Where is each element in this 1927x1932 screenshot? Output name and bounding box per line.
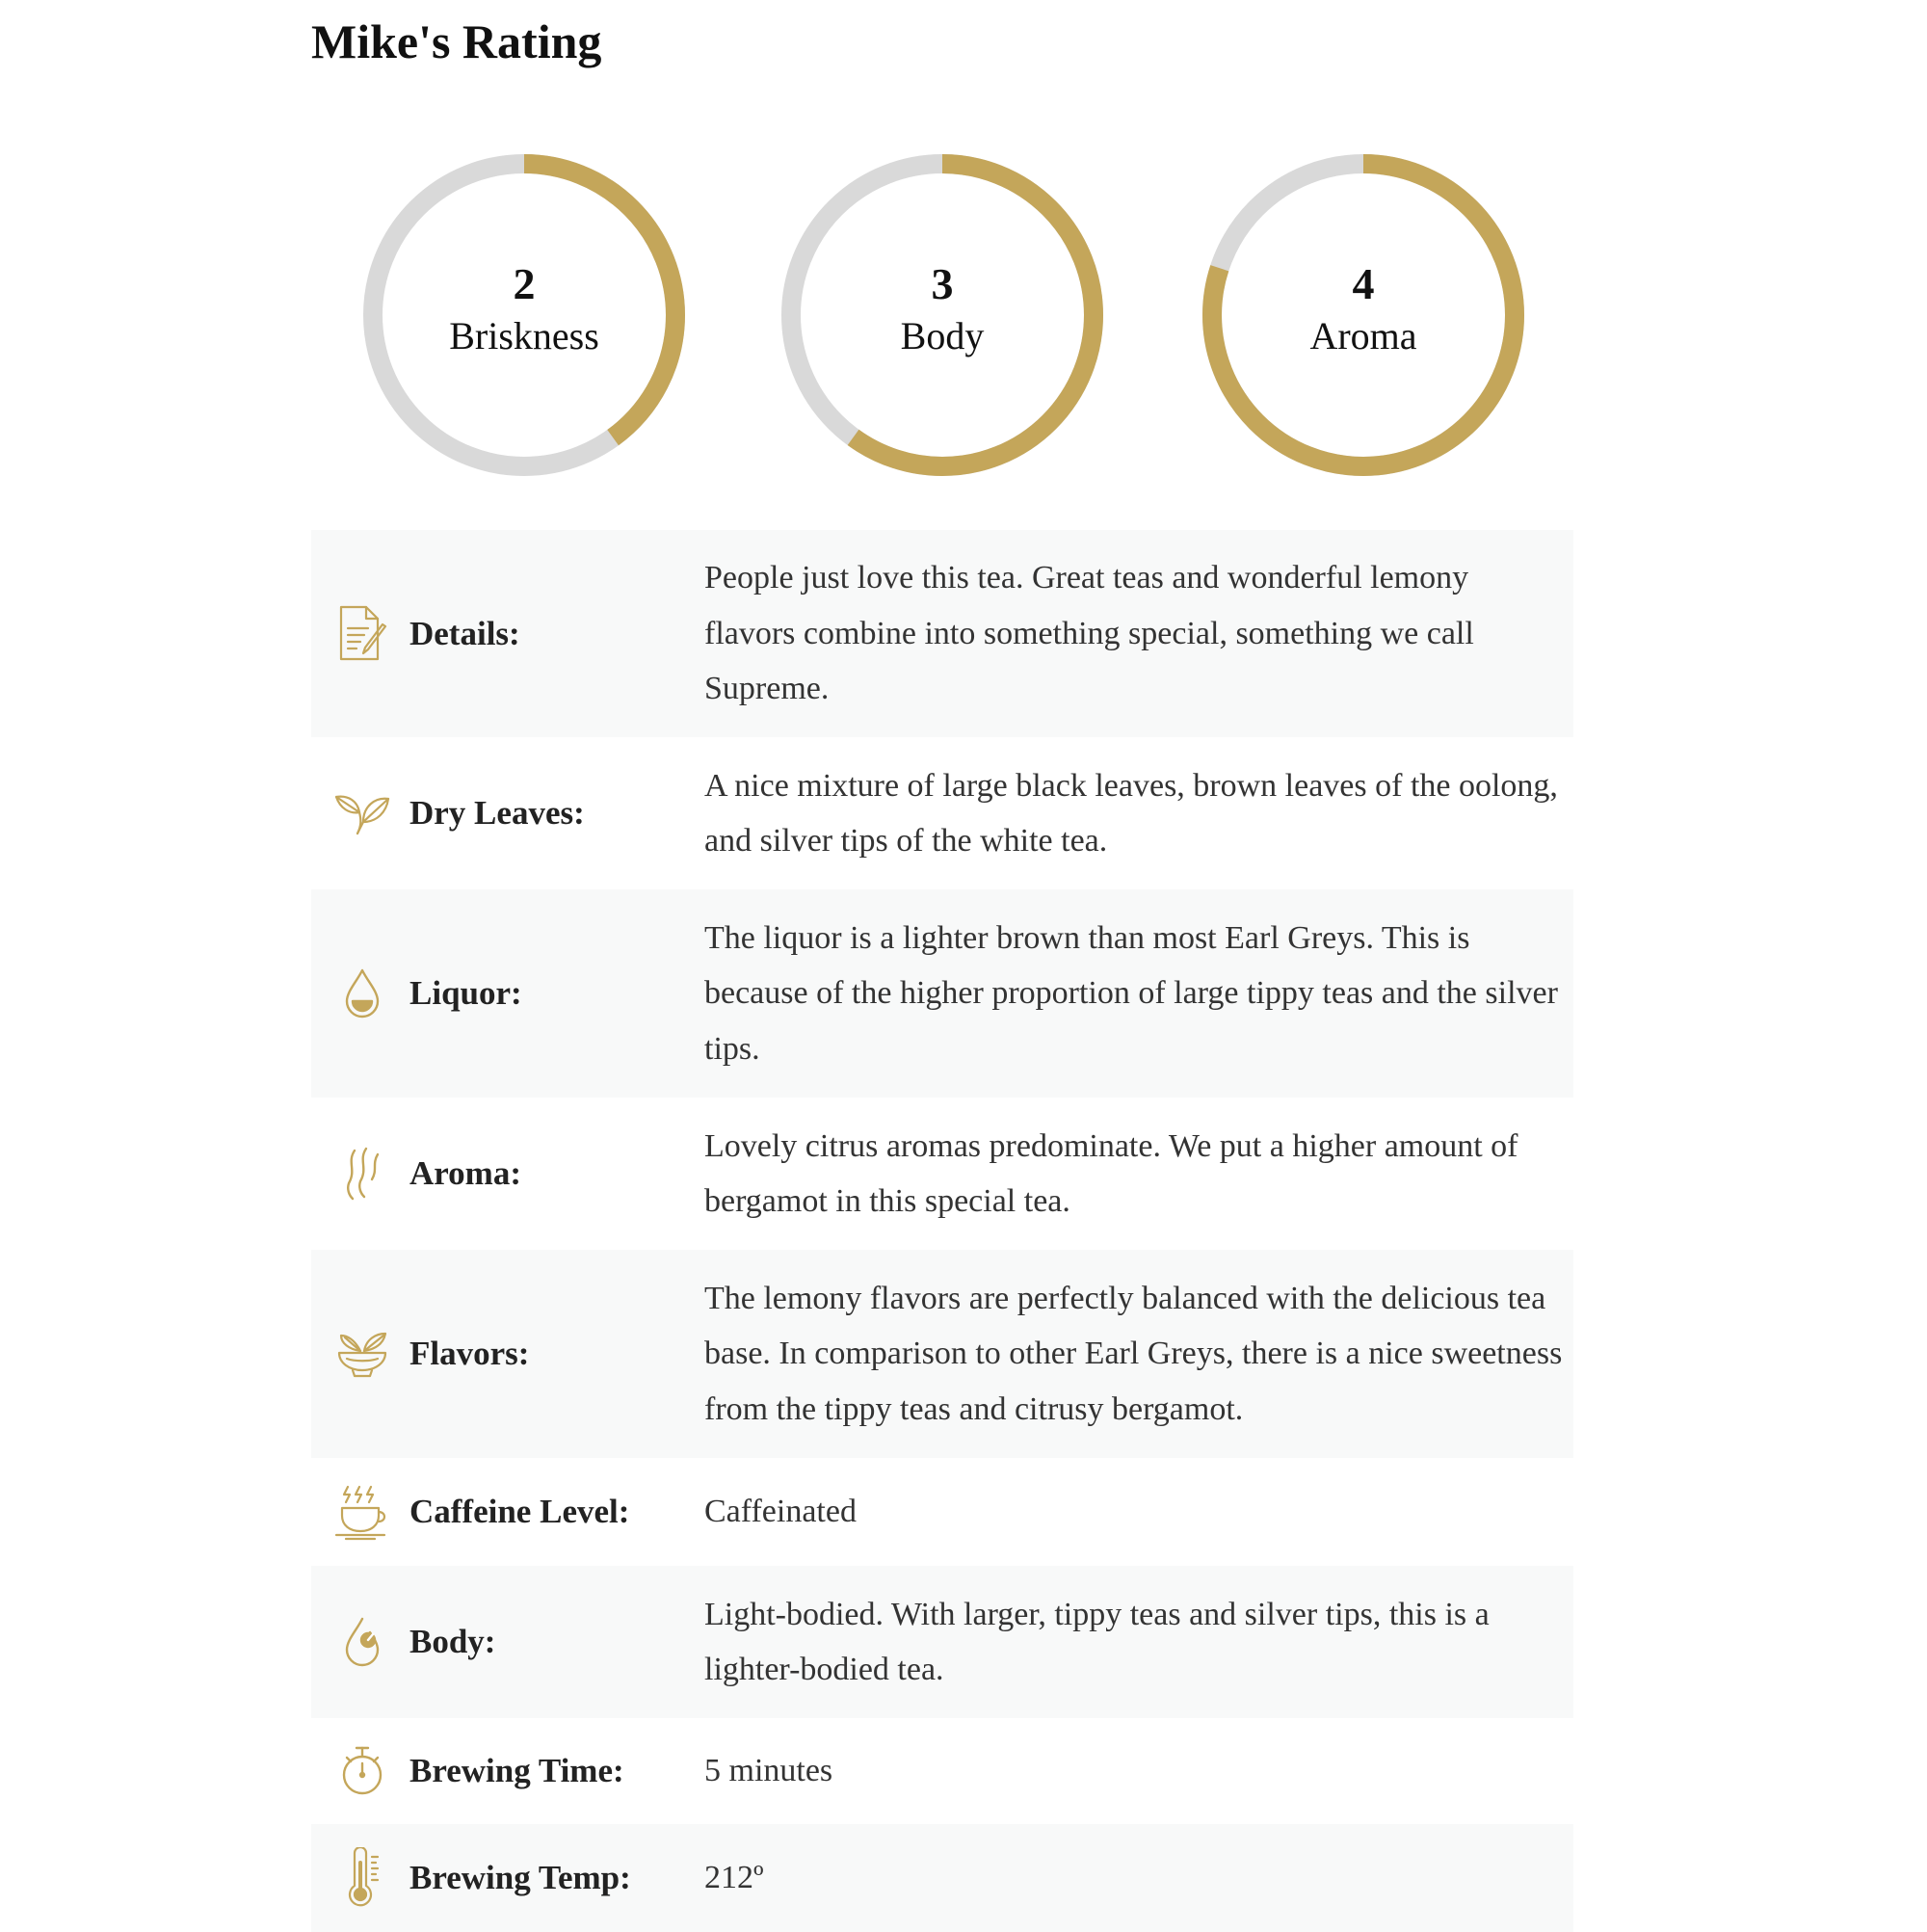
leaves-icon: [334, 782, 390, 844]
details-row-caffeine-level: [311, 1458, 1573, 1566]
tea-details-table: [311, 530, 1573, 1932]
details-row-brewing-temp: [311, 1824, 1573, 1932]
row-value: The liquor is a lighter brown than most Earl Greys. This is because of the higher proportion of large tippy teas and the silver tips.: [704, 919, 1558, 1067]
row-label: Body:: [409, 1623, 496, 1660]
row-label: Brewing Temp:: [409, 1859, 631, 1896]
row-label: Brewing Time:: [409, 1752, 624, 1789]
row-value: 5 minutes: [704, 1753, 833, 1789]
gauge-briskness: [363, 154, 685, 476]
drop-gauge-icon: [334, 1611, 390, 1673]
details-row-details: [311, 530, 1573, 737]
row-value: Light-bodied. With larger, tippy teas and silver tips, this is a lighter-bodied tea.: [704, 1596, 1490, 1687]
row-value: People just love this tea. Great teas and wonderful lemony flavors combine into something special, something we call Supreme.: [704, 560, 1474, 707]
document-pen-icon: [334, 603, 390, 665]
gauge-label-briskness: Briskness: [449, 314, 599, 357]
gauge-label-aroma: Aroma: [1309, 314, 1417, 357]
cup-energy-icon: [334, 1481, 390, 1543]
gauge-value-body: 3: [931, 259, 954, 308]
details-row-aroma: [311, 1098, 1573, 1250]
details-row-dry-leaves: [311, 737, 1573, 889]
aroma-waves-icon: [334, 1143, 390, 1204]
gauge-aroma: [1202, 154, 1524, 476]
row-label: Details:: [409, 614, 520, 652]
row-value: Lovely citrus aromas predominate. We put a higher amount of bergamot in this special tea.: [704, 1127, 1518, 1219]
row-value: A nice mixture of large black leaves, brown leaves of the oolong, and silver tips of the white tea.: [704, 767, 1558, 859]
gauge-value-aroma: 4: [1352, 259, 1375, 308]
row-value: The lemony flavors are perfectly balanced with the delicious tea base. In comparison to other Earl Greys, there is a nice sweetness from the tippy teas and citrusy bergamot.: [704, 1280, 1563, 1427]
details-row-brewing-time: [311, 1718, 1573, 1824]
stopwatch-icon: [334, 1740, 390, 1802]
gauge-label-body: Body: [900, 314, 985, 357]
gauge-body: [781, 154, 1103, 476]
thermometer-icon: [334, 1847, 390, 1909]
details-row-body: [311, 1566, 1573, 1718]
row-label: Dry Leaves:: [409, 794, 585, 832]
details-row-flavors: [311, 1250, 1573, 1458]
rating-gauges: [311, 154, 1573, 482]
row-value: 212º: [704, 1860, 764, 1896]
row-label: Caffeine Level:: [409, 1493, 630, 1530]
drop-icon: [334, 963, 390, 1024]
bowl-herbs-icon: [334, 1323, 390, 1385]
row-label: Flavors:: [409, 1335, 530, 1372]
details-row-liquor: [311, 889, 1573, 1098]
gauge-value-briskness: 2: [513, 259, 536, 308]
row-value: Caffeinated: [704, 1494, 857, 1530]
row-label: Liquor:: [409, 974, 522, 1012]
row-label: Aroma:: [409, 1154, 521, 1192]
section-title: Mike's Rating: [311, 14, 602, 68]
